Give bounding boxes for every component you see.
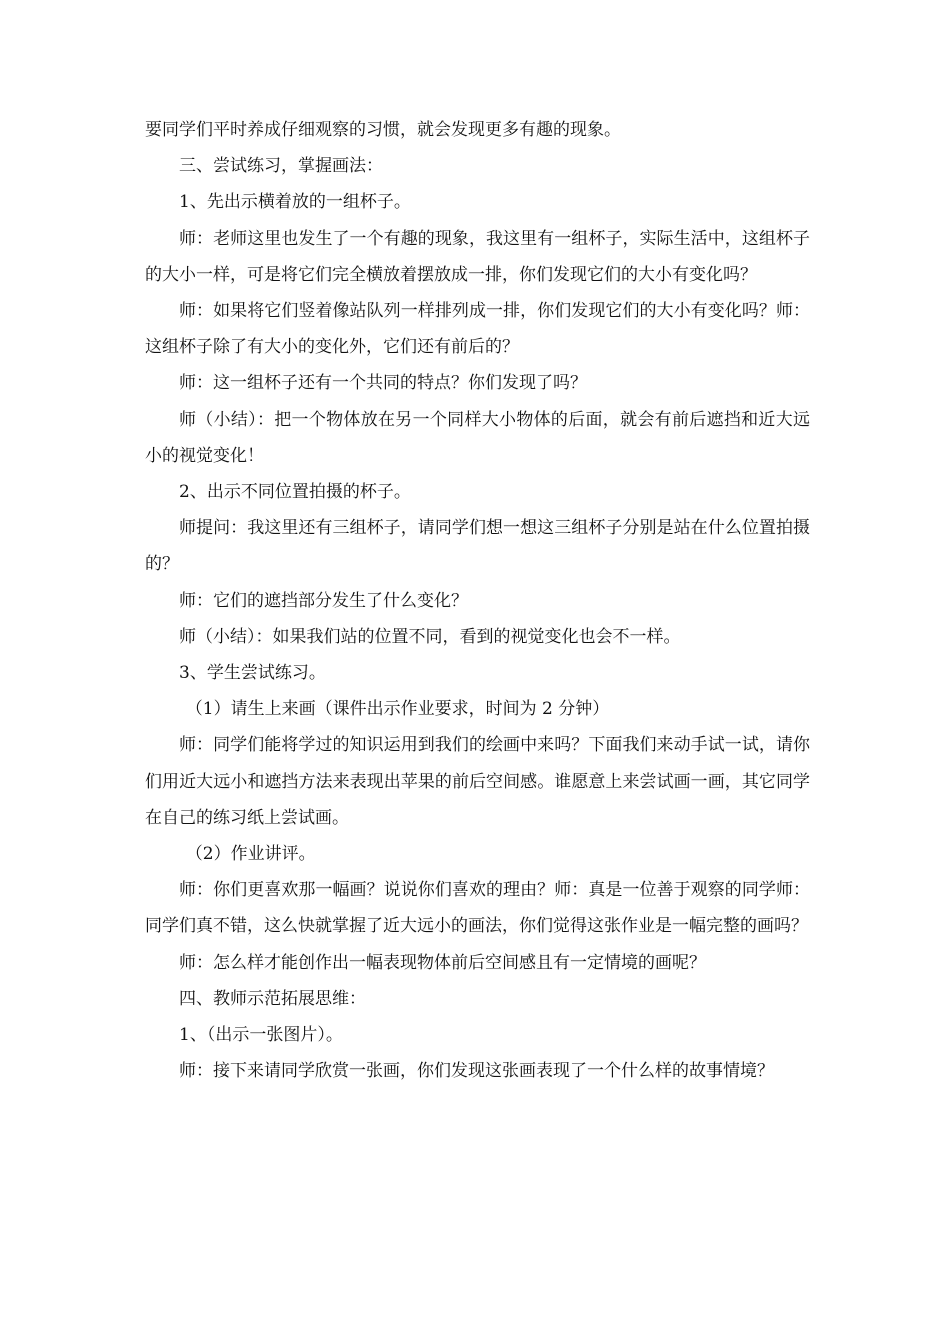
paragraph: 师：老师这里也发生了一个有趣的现象，我这里有一组杯子，实际生活中，这组杯子的大小一样，可是将它们完全横放着摆放成一排，你们发现它们的大小有变化吗？	[145, 228, 810, 285]
paragraph: 师（小结）：把一个物体放在另一个同样大小物体的后面，就会有前后遮挡和近大远小的视觉变化！	[145, 409, 810, 466]
paragraph: 师：你们更喜欢那一幅画？说说你们喜欢的理由？师：真是一位善于观察的同学师：同学们真不错，这么快就掌握了近大远小的画法，你们觉得这张作业是一幅完整的画吗？	[145, 880, 810, 937]
paragraph: 3、学生尝试练习。	[179, 663, 326, 684]
paragraph: （2）作业讲评。	[185, 844, 316, 865]
paragraph: 2、出示不同位置拍摄的杯子。	[179, 482, 411, 503]
paragraph: 师：同学们能将学过的知识运用到我们的绘画中来吗？下面我们来动手试一试，请你们用近大远小和遮挡方法来表现出苹果的前后空间感。谁愿意上来尝试画一画，其它同学在自己的练习纸上尝试画。	[145, 735, 810, 828]
document-page	[145, 112, 810, 1089]
paragraph: 师：它们的遮挡部分发生了什么变化？	[179, 590, 468, 611]
paragraph: （1）请生上来画（课件出示作业要求，时间为 2 分钟）	[185, 699, 610, 720]
paragraph: 要同学们平时养成仔细观察的习惯，就会发现更多有趣的现象。	[145, 120, 621, 140]
section-heading: 三、尝试练习，掌握画法：	[179, 156, 383, 177]
paragraph: 师：这一组杯子还有一个共同的特点？你们发现了吗？	[179, 373, 587, 394]
paragraph: 师：怎么样才能创作出一幅表现物体前后空间感且有一定情境的画呢？	[179, 952, 706, 973]
paragraph: 1、先出示横着放的一组杯子。	[179, 192, 411, 213]
paragraph: 1、（出示一张图片）。	[179, 1025, 343, 1046]
paragraph: 师：接下来请同学欣赏一张画，你们发现这张画表现了一个什么样的故事情境？	[179, 1061, 774, 1082]
paragraph: 师提问：我这里还有三组杯子，请同学们想一想这三组杯子分别是站在什么位置拍摄的？	[145, 518, 810, 575]
section-heading: 四、教师示范拓展思维：	[179, 988, 366, 1009]
paragraph: 师（小结）：如果我们站的位置不同，看到的视觉变化也会不一样。	[179, 626, 681, 647]
paragraph: 师：如果将它们竖着像站队列一样排列成一排，你们发现它们的大小有变化吗？师：这组杯子除了有大小的变化外，它们还有前后的？	[145, 301, 810, 358]
